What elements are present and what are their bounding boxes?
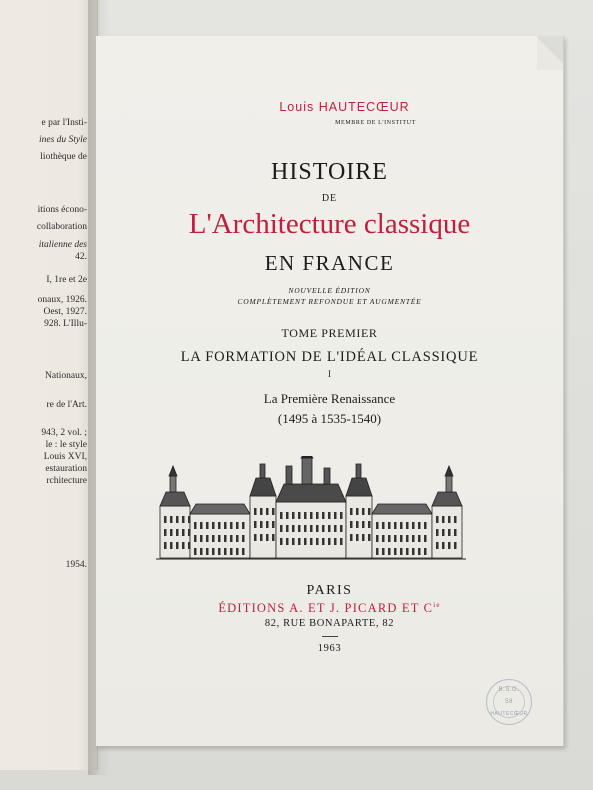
- left-page: [0, 0, 98, 770]
- engraving-window: [218, 522, 221, 529]
- engraving-window: [334, 525, 337, 532]
- engraving-window: [200, 535, 203, 542]
- engraving-window: [436, 516, 439, 523]
- part-number: I: [328, 369, 331, 379]
- engraving-window: [328, 525, 331, 532]
- engraving-window: [230, 548, 233, 555]
- left-page-line: collaboration: [36, 222, 87, 232]
- divider-rule: [322, 636, 338, 637]
- engraving-window: [340, 538, 343, 545]
- engraving-window: [394, 548, 397, 555]
- stamp-middle-text: 58: [505, 699, 513, 705]
- engraving-window: [454, 542, 457, 549]
- torn-corner: [537, 36, 563, 70]
- engraving-window: [382, 535, 385, 542]
- engraving-window: [436, 529, 439, 536]
- part-dates: (1495 à 1535-1540): [277, 411, 382, 426]
- left-page-line: 1954.: [65, 560, 87, 570]
- engraving-window: [412, 548, 415, 555]
- engraving-window: [340, 512, 343, 519]
- engraving-window: [272, 521, 275, 528]
- engraving-window: [224, 535, 227, 542]
- engraving-window: [362, 521, 365, 528]
- engraving-window: [218, 535, 221, 542]
- engraving-window: [356, 508, 359, 515]
- engraving-window: [164, 529, 167, 536]
- engraving-window: [230, 535, 233, 542]
- left-page-line: Nationaux,: [45, 371, 87, 381]
- engraving-window: [376, 548, 379, 555]
- title-france: EN FRANCE: [264, 251, 395, 275]
- engraving-window: [164, 516, 167, 523]
- left-page-line: 42.: [75, 252, 87, 262]
- engraving-window: [224, 548, 227, 555]
- engraving-window: [412, 535, 415, 542]
- chateau-engraving: [156, 456, 466, 562]
- author-title: MEMBRE DE L'INSTITUT: [335, 120, 416, 126]
- left-page-line: liothèque de: [40, 152, 87, 162]
- engraving-window: [292, 512, 295, 519]
- engraving-window: [350, 534, 353, 541]
- engraving-window: [322, 512, 325, 519]
- engraving-window: [194, 535, 197, 542]
- engraving-window: [188, 542, 191, 549]
- engraving-window: [236, 548, 239, 555]
- engraving-window: [322, 525, 325, 532]
- left-page-line: italienne des: [38, 240, 87, 250]
- publisher: [96, 601, 563, 616]
- engraving-window: [260, 508, 263, 515]
- engraving-window: [448, 529, 451, 536]
- engraving-window: [212, 522, 215, 529]
- engraving-window: [170, 516, 173, 523]
- engraving-window: [406, 535, 409, 542]
- publication-year: 1963: [317, 643, 342, 654]
- stamp-bottom-text: HAUTECŒUR: [490, 711, 528, 717]
- engraving-window: [388, 548, 391, 555]
- engraving-window: [304, 538, 307, 545]
- engraving-window: [230, 522, 233, 529]
- engraving-window: [236, 522, 239, 529]
- engraving-window: [368, 534, 371, 541]
- engraving-window: [206, 535, 209, 542]
- stamp-top-text: B.S.G.: [498, 687, 520, 693]
- left-page-line: Louis XVI,: [43, 452, 87, 462]
- city: PARIS: [306, 583, 353, 598]
- engraving-window: [418, 548, 421, 555]
- engraving-window: [310, 525, 313, 532]
- engraving-window: [382, 522, 385, 529]
- engraving-window: [454, 516, 457, 523]
- engraving-window: [350, 508, 353, 515]
- engraving-window: [316, 525, 319, 532]
- engraving-window: [254, 521, 257, 528]
- engraving-window: [292, 538, 295, 545]
- engraving-window: [212, 535, 215, 542]
- engraving-window: [376, 522, 379, 529]
- engraving-window: [442, 529, 445, 536]
- engraving-window: [442, 542, 445, 549]
- engraving-window: [316, 538, 319, 545]
- engraving-window: [340, 525, 343, 532]
- engraving-window: [322, 538, 325, 545]
- engraving-window: [356, 534, 359, 541]
- engraving-window: [212, 548, 215, 555]
- engraving-window: [242, 535, 245, 542]
- engraving-window: [400, 535, 403, 542]
- engraving-window: [448, 542, 451, 549]
- engraving-window: [316, 512, 319, 519]
- left-page-line: 928. L'Illu-: [44, 319, 87, 329]
- edition-line-2: COMPLÈTEMENT REFONDUE ET AUGMENTÉE: [237, 297, 422, 306]
- engraving-window: [362, 508, 365, 515]
- engraving-window: [176, 542, 179, 549]
- engraving-window: [424, 548, 427, 555]
- engraving-window: [292, 525, 295, 532]
- engraving-window: [418, 535, 421, 542]
- engraving-window: [224, 522, 227, 529]
- engraving-window: [310, 512, 313, 519]
- engraving-window: [200, 522, 203, 529]
- engraving-window: [362, 534, 365, 541]
- engraving-window: [436, 542, 439, 549]
- engraving-window: [272, 534, 275, 541]
- engraving-window: [266, 534, 269, 541]
- engraving-window: [388, 535, 391, 542]
- author-name: Louis HAUTECŒUR: [279, 100, 410, 114]
- engraving-window: [424, 522, 427, 529]
- engraving-window: [194, 522, 197, 529]
- title-de: DE: [321, 193, 338, 204]
- left-page-line: rchitecture: [46, 476, 87, 486]
- engraving-window: [368, 508, 371, 515]
- engraving-window: [328, 538, 331, 545]
- engraving-window: [298, 512, 301, 519]
- engraving-window: [406, 548, 409, 555]
- engraving-window: [260, 534, 263, 541]
- left-page-line: onaux, 1926.: [37, 295, 87, 305]
- library-stamp: [486, 679, 532, 725]
- volume-title: LA FORMATION DE L'IDÉAL CLASSIQUE: [180, 349, 479, 365]
- engraving-window: [182, 516, 185, 523]
- engraving-window: [286, 512, 289, 519]
- engraving-window: [298, 525, 301, 532]
- title-page: [96, 36, 564, 746]
- engraving-window: [194, 548, 197, 555]
- left-page-line: itions écono-: [37, 205, 87, 215]
- engraving-window: [182, 542, 185, 549]
- part-title: La Première Renaissance: [263, 391, 396, 406]
- engraving-window: [356, 521, 359, 528]
- engraving-window: [304, 525, 307, 532]
- engraving-window: [286, 538, 289, 545]
- engraving-window: [376, 535, 379, 542]
- left-page-line: 943, 2 vol. ;: [41, 428, 87, 438]
- title-architecture: L'Architecture classique: [188, 208, 471, 240]
- engraving-window: [206, 548, 209, 555]
- engraving-window: [218, 548, 221, 555]
- engraving-window: [286, 525, 289, 532]
- engraving-window: [242, 548, 245, 555]
- left-page-line: Oest, 1927.: [43, 307, 87, 317]
- engraving-window: [280, 512, 283, 519]
- engraving-window: [448, 516, 451, 523]
- left-page-line: re de l'Art.: [46, 400, 87, 410]
- engraving-window: [394, 522, 397, 529]
- publisher-suffix: ie: [433, 601, 441, 609]
- engraving-window: [206, 522, 209, 529]
- left-page-line: I, 1re et 2e: [46, 275, 87, 285]
- engraving-window: [298, 538, 301, 545]
- engraving-window: [328, 512, 331, 519]
- title-histoire: HISTOIRE: [271, 159, 388, 185]
- engraving-window: [406, 522, 409, 529]
- engraving-window: [400, 522, 403, 529]
- publisher-address: 82, RUE BONAPARTE, 82: [264, 618, 395, 629]
- engraving-window: [272, 508, 275, 515]
- engraving-window: [170, 542, 173, 549]
- engraving-window: [388, 522, 391, 529]
- engraving-window: [394, 535, 397, 542]
- engraving-window: [382, 548, 385, 555]
- engraving-window: [334, 512, 337, 519]
- left-page-line: ines du Style: [38, 135, 87, 145]
- engraving-window: [188, 516, 191, 523]
- engraving-window: [176, 529, 179, 536]
- engraving-window: [454, 529, 457, 536]
- engraving-window: [254, 534, 257, 541]
- engraving-window: [350, 521, 353, 528]
- engraving-window: [424, 535, 427, 542]
- engraving-window: [188, 529, 191, 536]
- engraving-window: [368, 521, 371, 528]
- edition-line-1: NOUVELLE ÉDITION: [288, 286, 371, 295]
- tome-label: TOME PREMIER: [281, 326, 378, 340]
- engraving-window: [200, 548, 203, 555]
- engraving-window: [310, 538, 313, 545]
- left-page-line: e par l'Insti-: [41, 118, 87, 128]
- engraving-window: [236, 535, 239, 542]
- engraving-window: [280, 525, 283, 532]
- engraving-window: [176, 516, 179, 523]
- engraving-window: [418, 522, 421, 529]
- engraving-window: [266, 521, 269, 528]
- engraving-window: [254, 508, 257, 515]
- engraving-window: [334, 538, 337, 545]
- engraving-window: [400, 548, 403, 555]
- engraving-window: [412, 522, 415, 529]
- engraving-window: [266, 508, 269, 515]
- engraving-window: [442, 516, 445, 523]
- publisher-name: ÉDITIONS A. ET J. PICARD ET C: [218, 601, 434, 616]
- engraving-window: [280, 538, 283, 545]
- engraving-window: [304, 512, 307, 519]
- engraving-window: [242, 522, 245, 529]
- left-page-line: le : le style: [45, 440, 87, 450]
- engraving-window: [260, 521, 263, 528]
- engraving-window: [170, 529, 173, 536]
- engraving-window: [164, 542, 167, 549]
- left-page-line: estauration: [45, 464, 87, 474]
- engraving-window: [182, 529, 185, 536]
